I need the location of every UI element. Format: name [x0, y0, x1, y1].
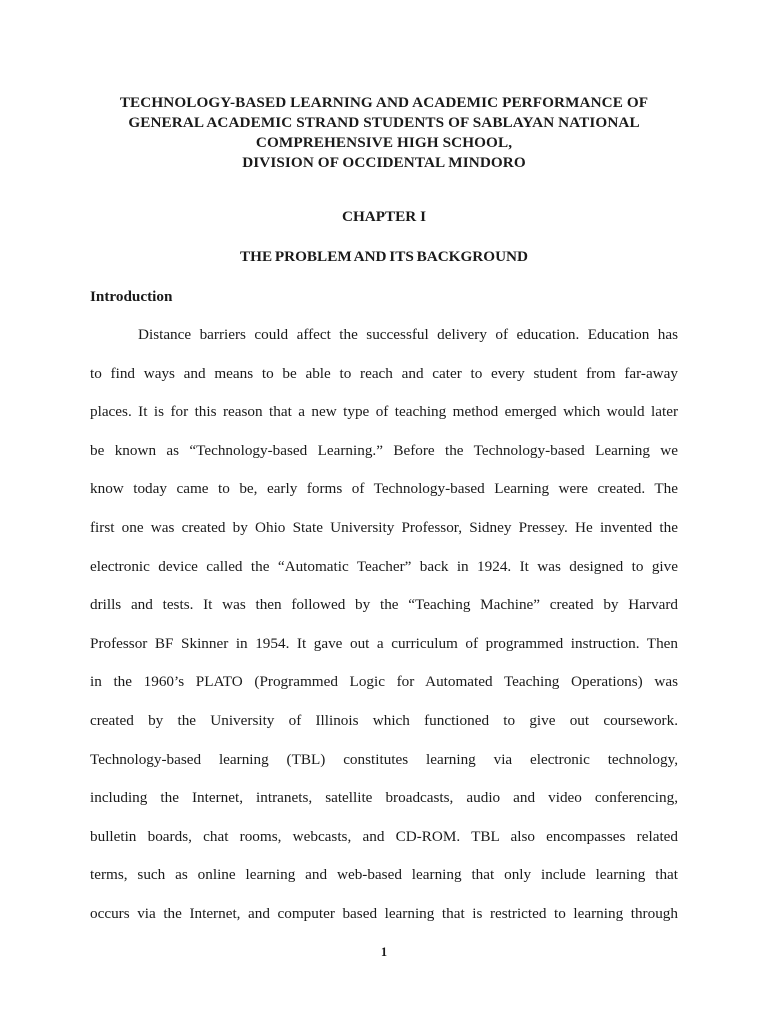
- chapter-title: THE PROBLEM AND ITS BACKGROUND: [240, 248, 528, 265]
- paragraph-line: bulletin boards, chat rooms, webcasts, and CD-ROM. TBL also encompasses related: [90, 827, 678, 845]
- body-paragraph: [90, 324, 678, 942]
- document-title: [60, 93, 708, 173]
- paragraph-line: Distance barriers could affect the successful delivery of education. Education has: [138, 326, 678, 343]
- paragraph-line: created by the University of Illinois which functioned to give out coursework.: [90, 711, 678, 729]
- paragraph-line: including the Internet, intranets, satellite broadcasts, audio and video conferencing,: [90, 789, 678, 807]
- paragraph-line: first one was created by Ohio State University Professor, Sidney Pressey. He invented the: [90, 518, 678, 536]
- paragraph-line: Technology-based learning (TBL) constitutes learning via electronic technology,: [90, 750, 678, 768]
- page-number: 1: [380, 945, 388, 959]
- chapter-label: CHAPTER I: [342, 208, 426, 225]
- paragraph-line: occurs via the Internet, and computer based learning that is restricted to learning through: [90, 904, 678, 922]
- paragraph-line: to find ways and means to be able to reach and cater to every student from far-away: [90, 364, 678, 382]
- title-line: COMPREHENSIVE HIGH SCHOOL,: [255, 134, 513, 151]
- paragraph-line: terms, such as online learning and web-based learning that only include learning that: [90, 866, 678, 884]
- paragraph-line: know today came to be, early forms of Technology-based Learning were created. The: [90, 480, 678, 498]
- paragraph-line: electronic device called the “Automatic Teacher” back in 1924. It was designed to give: [90, 557, 678, 575]
- title-line: GENERAL ACADEMIC STRAND STUDENTS OF SABLAYAN NATIONAL: [128, 114, 640, 131]
- title-line: TECHNOLOGY-BASED LEARNING AND ACADEMIC PERFORMANCE OF: [119, 94, 649, 111]
- paragraph-line: places. It is for this reason that a new type of teaching method emerged which would later: [90, 403, 678, 421]
- paragraph-line: in the 1960’s PLATO (Programmed Logic for Automated Teaching Operations) was: [90, 673, 678, 691]
- paragraph-line: be known as “Technology-based Learning.” Before the Technology-based Learning we: [90, 441, 678, 459]
- paragraph-line: drills and tests. It was then followed by the “Teaching Machine” created by Harvard: [90, 596, 678, 614]
- section-heading: Introduction: [90, 288, 173, 305]
- title-line: DIVISION OF OCCIDENTAL MINDORO: [242, 154, 526, 171]
- paragraph-line: Professor BF Skinner in 1954. It gave out a curriculum of programmed instruction. Then: [90, 634, 678, 652]
